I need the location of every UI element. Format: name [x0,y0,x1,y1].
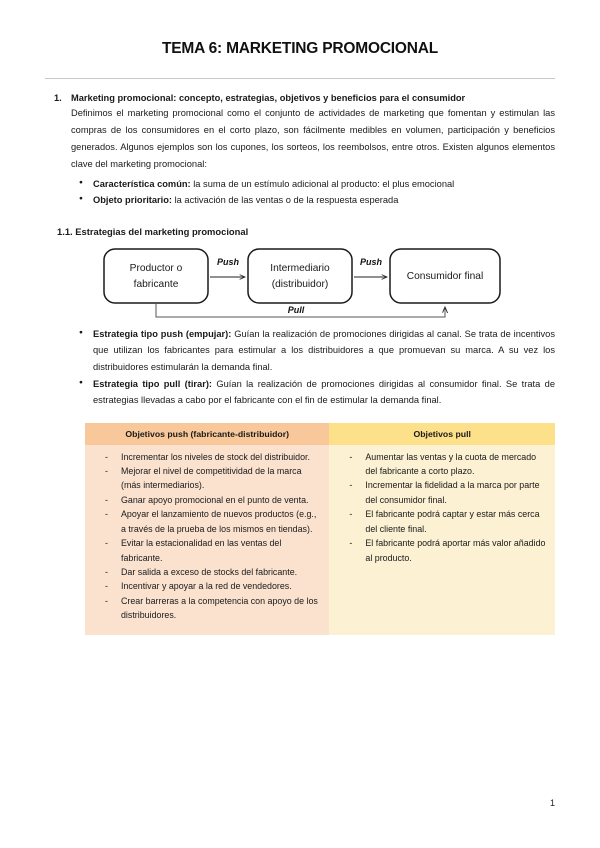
list-item: - Ganar apoyo promocional en el punto de venta. [105,493,321,507]
list-item: - El fabricante podrá captar y estar más cerca del cliente final. [349,507,547,536]
strategy-term: Estrategia tipo push (empujar): [93,328,232,339]
strategies-list [45,326,555,409]
key-elements-list [45,176,555,209]
section-1 [45,92,555,173]
section-1-paragraph: Definimos el marketing promocional como el conjunto de actividades de marketing que fomentan y estimulan las compras de los consumidores en el corto plazo, son fácilmente medibles en volumen, participación y beneficios generados. Algunos ejemplos son los cupones, los sorteos, los reembolsos, entre otros. Existen algunos elementos clave del marketing promocional: [71,108,555,169]
list-item: - Aumentar las ventas y la cuota de mercado del fabricante a corto plazo. [349,450,547,479]
list-item: - Incrementar los niveles de stock del distribuidor. [105,450,321,464]
arrow-push-1-label: Push [216,256,240,267]
diagram-box-producer-line1: Productor o [129,262,183,274]
list-item: - Evitar la estacionalidad en las ventas del fabricante. [105,536,321,565]
list-item [79,376,555,409]
section-1-number: 1. [54,93,62,103]
strategy-text: Guían la realización de promociones dirigidas al consumidor final. Se trata de estrategias llevadas a cabo por el fabricante con el fin de estimular la demanda final. [93,378,556,406]
table-header-pull: Objetivos pull [329,423,555,445]
section-1-1-heading: 1.1. Estrategias del marketing promocional [57,225,249,237]
header-divider [45,78,555,79]
list-item: - Apoyar el lanzamiento de nuevos productos (e.g., a través de la prueba de los mismos en tiendas). [105,507,321,536]
strategy-text: Guían la realización de promociones dirigidas al canal. Se trata de incentivos que utilizan los fabricantes para estimular a los distribuidores a que promuevan su marca. A su vez los distribuidores estimularán la demanda final. [93,328,555,372]
diagram-box-consumer-line1: Consumidor final [406,270,484,282]
diagram-box-producer-line2: fabricante [133,278,179,290]
push-pull-diagram-svg [90,245,510,323]
push-pull-diagram [45,245,555,323]
list-item [79,192,555,209]
pull-objectives-list [335,450,549,565]
section-1-heading: Marketing promocional: concepto, estrategias, objetivos y beneficios para el consumidor [71,93,466,103]
table-row [85,445,555,635]
table-header-row [85,423,555,445]
push-objectives-list [91,450,323,623]
diagram-box-intermediary-line1: Intermediario [270,262,330,274]
key-element-term: Característica común: [93,178,191,189]
arrow-pull-label: Pull [287,304,305,315]
list-item: - Dar salida a exceso de stocks del fabricante. [105,565,321,579]
list-item: - Incrementar la fidelidad a la marca por parte del consumidor final. [349,478,547,507]
table-cell-pull [329,445,555,635]
diagram-box-intermediary-line2: (distribuidor) [271,278,329,290]
list-item: - El fabricante podrá aportar más valor añadido al producto. [349,536,547,565]
list-item: - Mejorar el nivel de competitividad de la marca (más intermediarios). [105,464,321,493]
list-item [79,176,555,193]
page-title: TEMA 6: MARKETING PROMOCIONAL [161,40,439,57]
key-element-text: la activación de las ventas o de la respuesta esperada [172,195,399,206]
arrow-push-2-label: Push [359,256,383,267]
objectives-table [85,423,555,635]
page-number: 1 [549,798,555,808]
list-item: - Incentivar y apoyar a la red de vendedores. [105,579,321,593]
key-element-text: la suma de un estímulo adicional al producto: el plus emocional [190,178,455,189]
table-cell-push [85,445,329,635]
strategy-term: Estrategia tipo pull (tirar): [93,378,213,389]
table-header-push: Objetivos push (fabricante-distribuidor) [85,423,329,445]
key-element-term: Objeto prioritario: [93,195,173,206]
list-item: - Crear barreras a la competencia con apoyo de los distribuidores. [105,594,321,623]
diagram-box-intermediary [248,249,352,303]
list-item [79,326,555,376]
diagram-box-producer [104,249,208,303]
